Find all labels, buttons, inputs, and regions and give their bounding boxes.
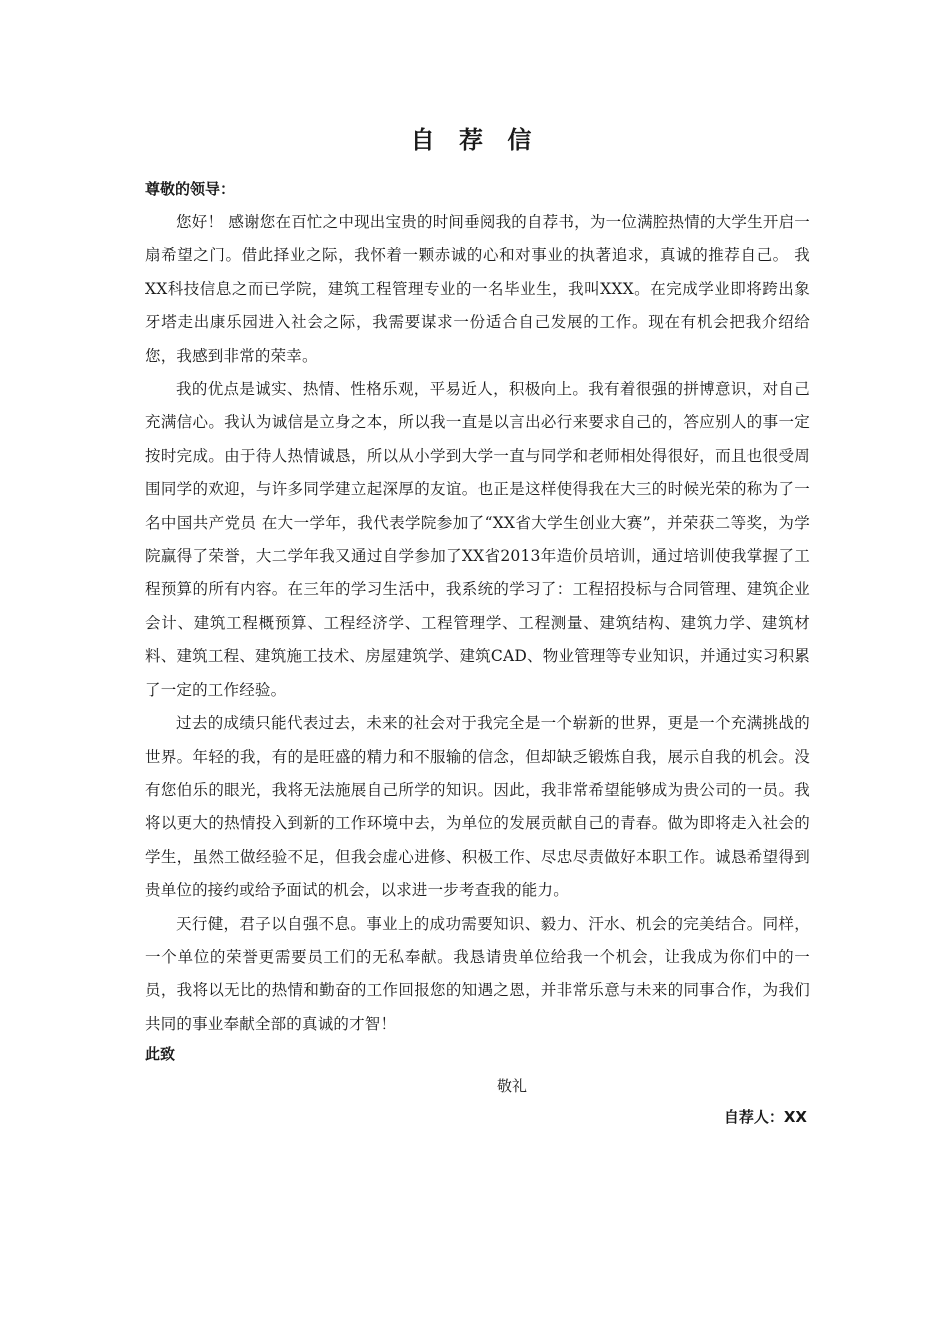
- paragraph-strengths: 我的优点是诚实、热情、性格乐观，平易近人，积极向上。我有着很强的拼博意识，对自己充满信心。我认为诚信是立身之本，所以我一直是以言出必行来要求自己的，答应别人的事一定按时完成。由于待人热情诚恳，所以从小学到大学一直与同学和老师相处得很好，而且也很受周围同学的欢迎，与许多同学建立起深厚的友谊。也正是这样使得我在大三的时候光荣的称为了一名中国共产党员 在大一学年，我代表学院参加了“XX省大学生创业大赛”，并荣获二等奖，为学院赢得了荣誉，大二学年我又通过自学参加了XX省2013年造价员培训，通过培训使我掌握了工程预算的所有内容。在三年的学习生活中，我系统的学习了：工程招投标与合同管理、建筑企业会计、建筑工程概预算、工程经济学、工程管理学、工程测量、建筑结构、建筑力学、建筑材料、建筑工程、建筑施工技术、房屋建筑学、建筑CAD、物业管理等专业知识，并通过实习积累了一定的工作经验。: [145, 380, 810, 699]
- closing: 此致: [145, 1045, 176, 1063]
- paragraph-conclusion: 天行健，君子以自强不息。事业上的成功需要知识、毅力、汗水、机会的完美结合。同样，一个单位的荣誉更需要员工们的无私奉献。我恳请贵单位给我一个机会，让我成为你们中的一员，我将以无比的热情和勤奋的工作回报您的知遇之恩，并非常乐意与未来的同事合作，为我们共同的事业奉献全部的真诚的才智！: [145, 914, 810, 1033]
- letter-body: [145, 206, 810, 1041]
- paragraph-introduction: 您好！ 感谢您在百忙之中现出宝贵的时间垂阅我的自荐书，为一位满腔热情的大学生开启一扇希望之门。借此择业之际，我怀着一颗赤诚的心和对事业的执著追求，真诚的推荐自己。 我XX科技信息之而已学院，建筑工程管理专业的一名毕业生，我叫XXX。在完成学业即将跨出象牙塔走出康乐园进入社会之际，我需要谋求一份适合自己发展的工作。现在有机会把我介绍给您，我感到非常的荣幸。: [145, 213, 810, 365]
- salutation: 尊敬的领导：: [145, 180, 236, 198]
- document-title: 自 荐 信: [410, 126, 540, 154]
- paragraph-aspirations: 过去的成绩只能代表过去，未来的社会对于我完全是一个崭新的世界，更是一个充满挑战的世界。年轻的我，有的是旺盛的精力和不服输的信念，但却缺乏锻炼自我，展示自我的机会。没有您伯乐的眼光，我将无法施展自己所学的知识。因此，我非常希望能够成为贵公司的一员。我将以更大的热情投入到新的工作环境中去，为单位的发展贡献自己的青春。做为即将走入社会的学生，虽然工做经验不足，但我会虚心进修、积极工作、尽忠尽责做好本职工作。诚恳希望得到贵单位的接约或给予面试的机会，以求进一步考查我的能力。: [145, 714, 810, 900]
- signature: 自荐人：XX: [723, 1108, 807, 1126]
- regards: 敬礼: [497, 1077, 528, 1095]
